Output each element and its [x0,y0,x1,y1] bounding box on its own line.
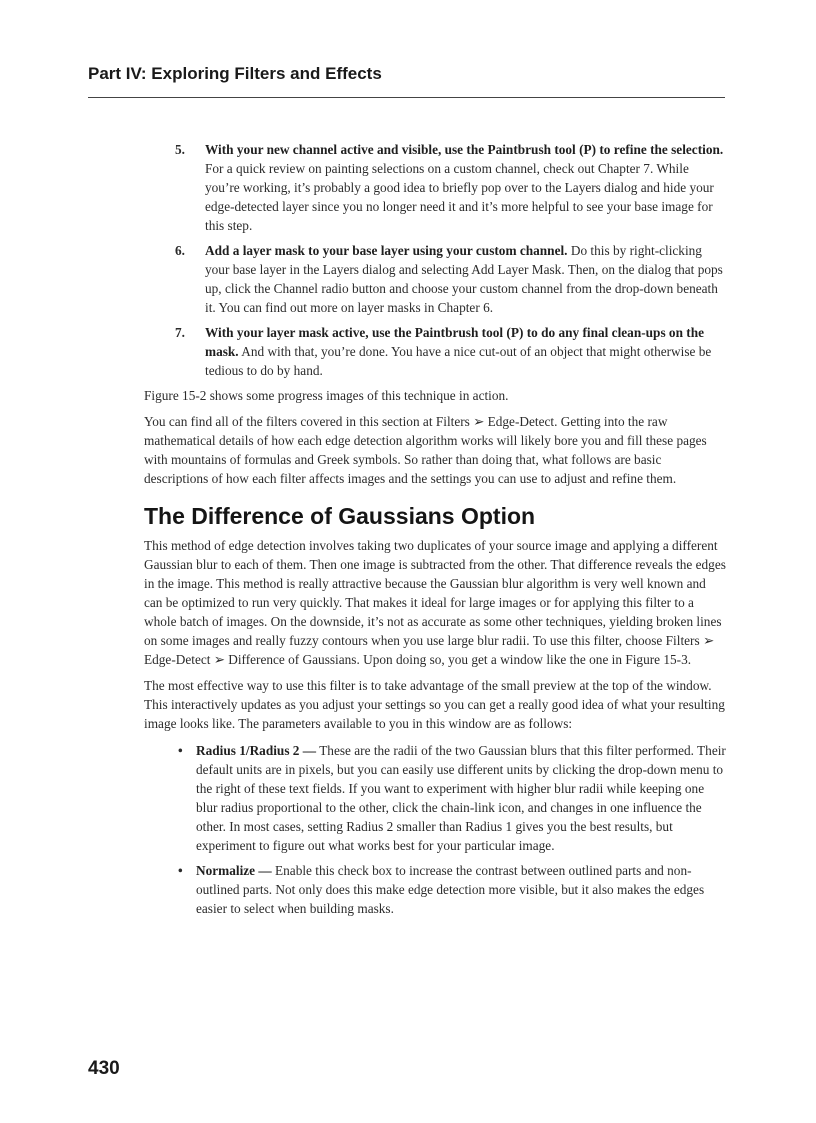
step-text: For a quick review on painting selections on a custom channel, check out Chapter 7. While you’re working, it’s probably a good idea to briefly pop over to the Layers dialog and hide your edge-detected layer since you no longer need it and it’s more helpful to see your base image for this step. [205,161,714,233]
list-item-text: Enable this check box to increase the contrast between outlined parts and non-outlined parts. Not only does this make edge detection more visible, but it also makes the edges easier to select when building masks. [196,863,705,916]
page-number: 430 [88,1058,120,1079]
list-item-body [196,741,726,855]
paragraph-figure-ref: Figure 15-2 shows some progress images of this technique in action. [144,388,509,403]
step-body [205,241,726,317]
step-text: Do this by right-clicking your base layer in the Layers dialog and selecting Add Layer Mask. Then, on the dialog that pops up, click the Channel radio button and choose your custom channel from the drop-down beneath it. You can find out more on layer masks in Chapter 6. [205,243,723,315]
step-item [144,140,726,235]
step-lead: With your new channel active and visible, use the Paintbrush tool (P) to refine the selection. [205,142,724,157]
parameter-list [144,741,726,918]
step-number: 5. [175,142,185,157]
paragraph-dog-description: This method of edge detection involves taking two duplicates of your source image and applying a different Gaussian blur to each of them. Then one image is subtracted from the other. That difference reveals the edges in the image. This method is really attractive because the Gaussian blur algorithm is very well known and can be optimized to run very quickly. That makes it ideal for large images or for applying this filter to a whole batch of images. On the downside, it’s not as accurate as some other techniques, yielding broken lines on some images and really fuzzy contours when you use large blur radii. To use this filter, choose Filters ➢ Edge-Detect ➢ Difference of Gaussians. Upon doing so, you get a window like the one in Figure 15-3. [144,538,726,667]
bullet-icon: • [178,743,183,758]
step-lead: With your layer mask active, use the Paintbrush tool (P) to do any final clean-ups on the mask. [205,325,705,359]
step-number: 6. [175,243,185,258]
header-rule [88,97,725,98]
step-body [205,323,726,380]
list-item [144,861,726,918]
step-text: And with that, you’re done. You have a nice cut-out of an object that might otherwise be tedious to do by hand. [205,344,712,378]
section-heading: The Difference of Gaussians Option [144,503,536,529]
running-head: Part IV: Exploring Filters and Effects [88,64,382,83]
step-number: 7. [175,325,185,340]
step-body [205,140,726,235]
step-item [144,323,726,380]
numbered-steps [144,140,726,380]
step-lead: Add a layer mask to your base layer using your custom channel. [205,243,568,258]
step-item [144,241,726,317]
page-body [144,140,726,924]
list-item-term: Radius 1/Radius 2 — [196,743,317,758]
paragraph-dog-usage: The most effective way to use this filter is to take advantage of the small preview at the top of the window. This interactively updates as you adjust your settings so you can get a really good idea of what your resulting image looks like. The parameters available to you in this window are as follows: [144,678,725,731]
bullet-icon: • [178,863,183,878]
list-item-term: Normalize — [196,863,272,878]
list-item-body [196,861,726,918]
paragraph-filters-intro: You can find all of the filters covered in this section at Filters ➢ Edge-Detect. Getting into the raw mathematical details of how each edge detection algorithm works will likely bore you and fill these pages with mountains of formulas and Greek symbols. So rather than doing that, what follows are basic descriptions of how each filter affects images and the settings you can use to adjust and refine them. [144,414,707,486]
list-item [144,741,726,855]
list-item-text: These are the radii of the two Gaussian blurs that this filter performed. Their default units are in pixels, but you can easily use different units by clicking the drop-down menu to the right of these text fields. If you want to experiment with higher blur radii while keeping one blur radius proportional to the other, click the chain-link icon, and changes in one influence the other. In most cases, setting Radius 2 smaller than Radius 1 gives you the best results, but experiment to figure out what works best for your particular image. [196,743,726,853]
